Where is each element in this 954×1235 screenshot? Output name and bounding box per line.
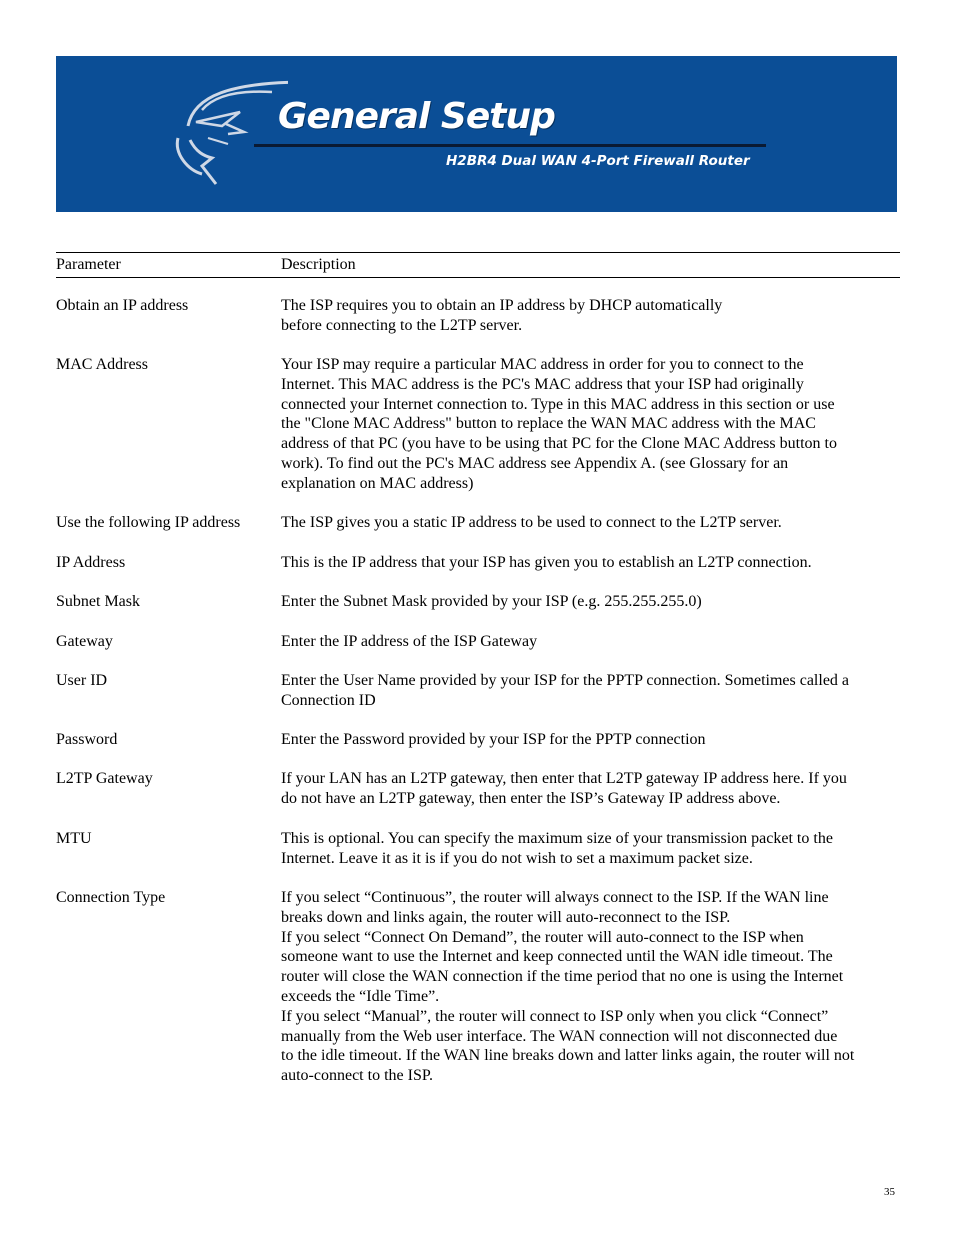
row-parameter: Obtain an IP address	[56, 297, 189, 314]
description-line: Internet. This MAC address is the PC's MAC address that your ISP had originally	[281, 375, 804, 393]
row-description	[281, 829, 901, 869]
header-banner	[56, 56, 897, 212]
description-line: explanation on MAC address)	[281, 474, 474, 492]
description-line: Enter the Password provided by your ISP for the PPTP connection	[281, 731, 706, 748]
description-line: connected your Internet connection to. Type in this MAC address in this section or use	[281, 395, 835, 413]
row-parameter: Subnet Mask	[56, 593, 140, 610]
row-description	[281, 553, 901, 573]
description-line: auto-connect to the ISP.	[281, 1067, 433, 1085]
row-description	[281, 355, 901, 494]
description-line: The ISP requires you to obtain an IP address by DHCP automatically	[281, 297, 723, 314]
row-description	[281, 592, 901, 612]
description-line: router will close the WAN connection if the time period that no one is using the Internet	[281, 968, 844, 986]
table-header	[56, 252, 900, 278]
description-line: someone want to use the Internet and keep connected until the WAN idle timeout. The	[281, 948, 833, 966]
row-description	[281, 888, 901, 1086]
row-description	[281, 632, 901, 652]
description-line: Your ISP may require a particular MAC address in order for you to connect to the	[281, 356, 804, 373]
description-line: address of that PC (you have to be using that PC for the Clone MAC Address button to	[281, 435, 837, 453]
row-parameter: Connection Type	[56, 889, 166, 906]
row-description	[281, 296, 901, 336]
banner-subtitle: H2BR4 Dual WAN 4-Port Firewall Router	[446, 153, 750, 169]
description-line: If you select “Manual”, the router will connect to ISP only when you click “Connect”	[281, 1007, 829, 1025]
header-description: Description	[281, 256, 356, 273]
banner-rule	[254, 144, 766, 147]
row-parameter: MAC Address	[56, 356, 149, 373]
row-parameter: Password	[56, 731, 118, 748]
eagle-head-logo-icon	[168, 74, 288, 190]
description-line: If your LAN has an L2TP gateway, then enter that L2TP gateway IP address here. If you	[281, 770, 847, 787]
description-line: work). To find out the PC's MAC address see Appendix A. (see Glossary for an	[281, 454, 789, 472]
description-line: the "Clone MAC Address" button to replace the WAN MAC address with the MAC	[281, 415, 816, 433]
description-line: Internet. Leave it as it is if you do not wish to set a maximum packet size.	[281, 849, 753, 867]
page-number: 35	[884, 1186, 895, 1198]
description-line: If you select “Continuous”, the router will always connect to the ISP. If the WAN line	[281, 889, 829, 906]
description-line: This is optional. You can specify the maximum size of your transmission packet to the	[281, 830, 833, 847]
description-line: to the idle timeout. If the WAN line breaks down and latter links again, the router will not	[281, 1047, 855, 1065]
description-line: This is the IP address that your ISP has given you to establish an L2TP connection.	[281, 554, 812, 571]
description-line: exceeds the “Idle Time”.	[281, 987, 440, 1005]
description-line: Connection ID	[281, 691, 376, 709]
description-line: before connecting to the L2TP server.	[281, 316, 523, 334]
description-line: Enter the IP address of the ISP Gateway	[281, 633, 538, 650]
row-parameter: IP Address	[56, 554, 126, 571]
description-line: If you select “Connect On Demand”, the router will auto-connect to the ISP when	[281, 928, 804, 946]
description-line: The ISP gives you a static IP address to be used to connect to the L2TP server.	[281, 514, 782, 531]
description-line: manually from the Web user interface. The WAN connection will not disconnected due	[281, 1027, 838, 1045]
row-parameter: User ID	[56, 672, 108, 689]
description-line: breaks down and links again, the router will auto-reconnect to the ISP.	[281, 908, 731, 926]
row-parameter: Gateway	[56, 633, 113, 650]
row-description	[281, 671, 901, 711]
row-parameter: L2TP Gateway	[56, 770, 153, 787]
row-parameter: Use the following IP address	[56, 514, 241, 531]
banner-title: General Setup	[278, 96, 555, 137]
description-line: do not have an L2TP gateway, then enter the ISP’s Gateway IP address above.	[281, 789, 781, 807]
row-description	[281, 769, 901, 809]
row-description	[281, 730, 901, 750]
row-description	[281, 513, 901, 533]
header-parameter: Parameter	[56, 256, 121, 273]
description-line: Enter the User Name provided by your ISP for the PPTP connection. Sometimes called a	[281, 672, 850, 689]
description-line: Enter the Subnet Mask provided by your ISP (e.g. 255.255.255.0)	[281, 593, 702, 610]
row-parameter: MTU	[56, 830, 92, 847]
